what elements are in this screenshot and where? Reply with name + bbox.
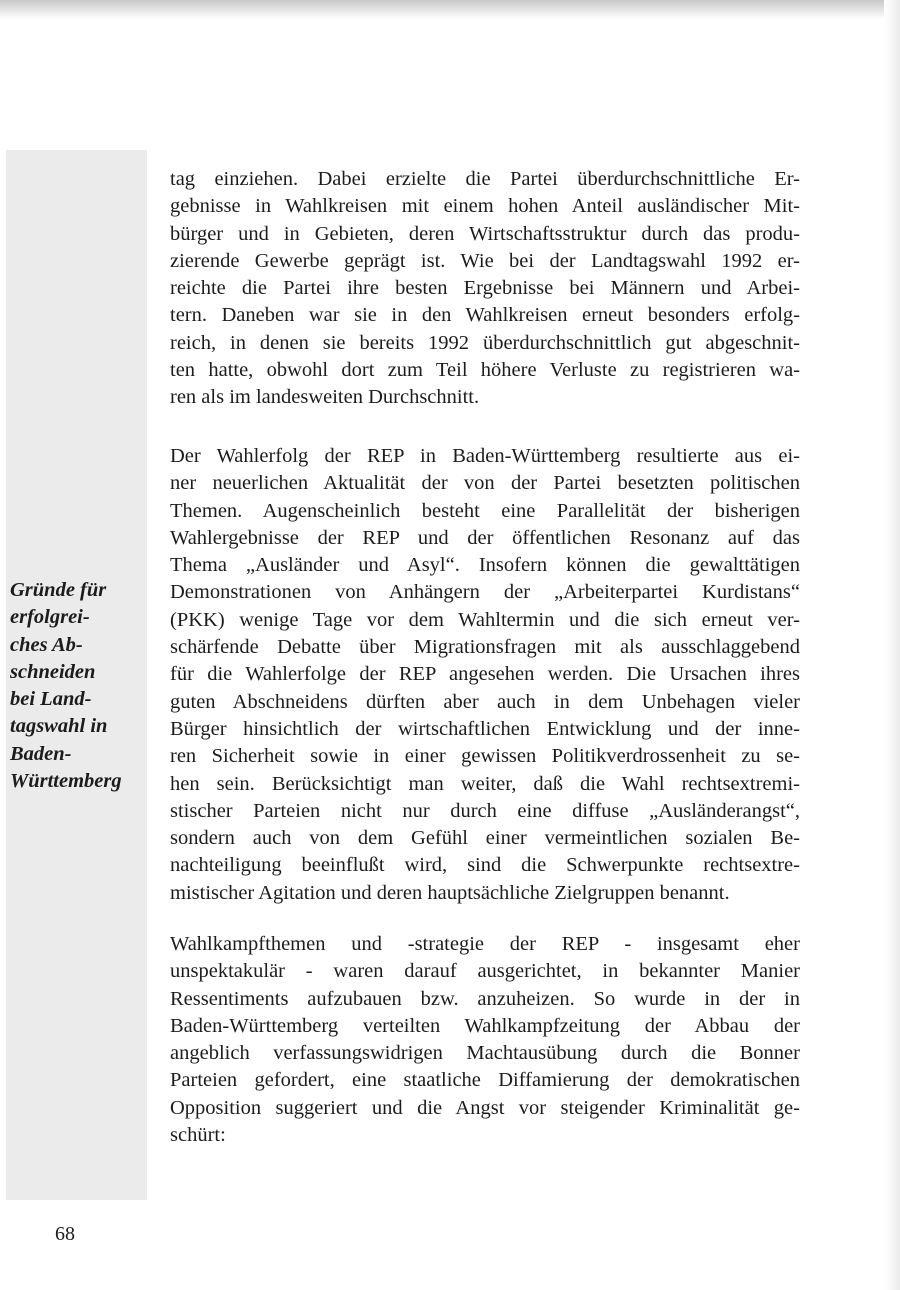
text-line: Parteien gefordert, eine staatliche Diffamierung der demokratischen	[170, 1069, 800, 1092]
text-line: bürger und in Gebieten, deren Wirtschaftsstruktur durch das produ-	[170, 222, 800, 245]
text-line: hen sein. Berücksichtigt man weiter, daß die Wahl rechtsextremi-	[170, 772, 800, 795]
paragraph-1	[170, 166, 800, 412]
text-line: Themen. Augenscheinlich besteht eine Parallelität der bisherigen	[170, 499, 800, 522]
text-line: ren Sicherheit sowie in einer gewissen Politikverdrossenheit zu se-	[170, 745, 800, 768]
text-line: reichte die Partei ihre besten Ergebnisse bei Männern und Arbei-	[170, 277, 800, 300]
text-line: (PKK) wenige Tage vor dem Wahltermin und die sich erneut ver-	[170, 608, 800, 631]
text-line: Wahlergebnisse der REP und der öffentlichen Resonanz auf das	[170, 526, 800, 549]
text-line: Bürger hinsichtlich der wirtschaftlichen Entwicklung und der inne-	[170, 717, 800, 740]
text-line: nachteiligung beeinflußt wird, sind die Schwerpunkte rechtsextre-	[170, 854, 800, 877]
margin-note-line: erfolgrei-	[10, 606, 90, 629]
text-line: zierende Gewerbe geprägt ist. Wie bei der Landtagswahl 1992 er-	[170, 249, 800, 272]
margin-note-line: Baden-	[10, 742, 72, 765]
margin-note-line: schneiden	[10, 660, 96, 683]
text-line: Ressentiments aufzubauen bzw. anzuheizen. So wurde in der in	[170, 987, 800, 1010]
text-line: mistischer Agitation und deren hauptsächliche Zielgruppen benannt.	[170, 881, 730, 904]
text-line: reich, in denen sie bereits 1992 überdurchschnittlich gut abgeschnit-	[170, 331, 800, 354]
margin-note-line: Gründe für	[10, 579, 107, 601]
text-line: angeblich verfassungswidrigen Machtausübung durch die Bonner	[170, 1042, 800, 1065]
margin-note-line: tagswahl in	[10, 715, 108, 738]
text-line: Der Wahlerfolg der REP in Baden-Württemberg resultierte aus ei-	[170, 445, 800, 467]
text-line: sondern auch von dem Gefühl einer vermeintlichen sozialen Be-	[170, 827, 800, 850]
text-line: tag einziehen. Dabei erzielte die Partei überdurchschnittliche Er-	[170, 168, 800, 190]
paragraph-2	[170, 443, 800, 907]
margin-note-line: bei Land-	[10, 688, 92, 711]
text-line: ten hatte, obwohl dort zum Teil höhere Verluste zu registrieren wa-	[170, 359, 800, 382]
text-line: stischer Parteien nicht nur durch eine diffuse „Ausländerangst“,	[170, 799, 800, 822]
text-line: ren als im landesweiten Durchschnitt.	[170, 386, 480, 409]
text-line: Opposition suggeriert und die Angst vor steigender Kriminalität ge-	[170, 1096, 800, 1119]
margin-note	[10, 577, 145, 795]
text-line: Wahlkampfthemen und -strategie der REP - insgesamt eher	[170, 933, 800, 955]
text-line: gebnisse in Wahlkreisen mit einem hohen Anteil ausländischer Mit-	[170, 195, 800, 218]
text-line: unspektakulär - waren darauf ausgerichtet, in bekannter Manier	[170, 960, 800, 983]
margin-note-line: Württemberg	[10, 770, 122, 793]
text-line: schärfende Debatte über Migrationsfragen mit als ausschlaggebend	[170, 636, 800, 659]
text-line: Baden-Württemberg verteilten Wahlkampfzeitung der Abbau der	[170, 1014, 800, 1037]
page-number: 68	[55, 1223, 75, 1245]
text-line: tern. Daneben war sie in den Wahlkreisen erneut besonders erfolg-	[170, 304, 800, 327]
text-line: guten Abschneidens dürften aber auch in dem Unbehagen vieler	[170, 690, 800, 713]
text-line: für die Wahlerfolge der REP angesehen werden. Die Ursachen ihres	[170, 663, 800, 686]
paragraph-3	[170, 931, 800, 1149]
scan-top-edge	[0, 0, 900, 20]
text-line: Demonstrationen von Anhängern der „Arbeiterpartei Kurdistans“	[170, 581, 800, 604]
text-line: schürt:	[170, 1124, 226, 1147]
text-line: ner neuerlichen Aktualität der von der Partei besetzten politischen	[170, 472, 800, 495]
scan-right-edge	[884, 0, 900, 1290]
margin-note-line: ches Ab-	[10, 633, 83, 656]
text-line: Thema „Ausländer und Asyl“. Insofern können die gewalttätigen	[170, 554, 800, 577]
